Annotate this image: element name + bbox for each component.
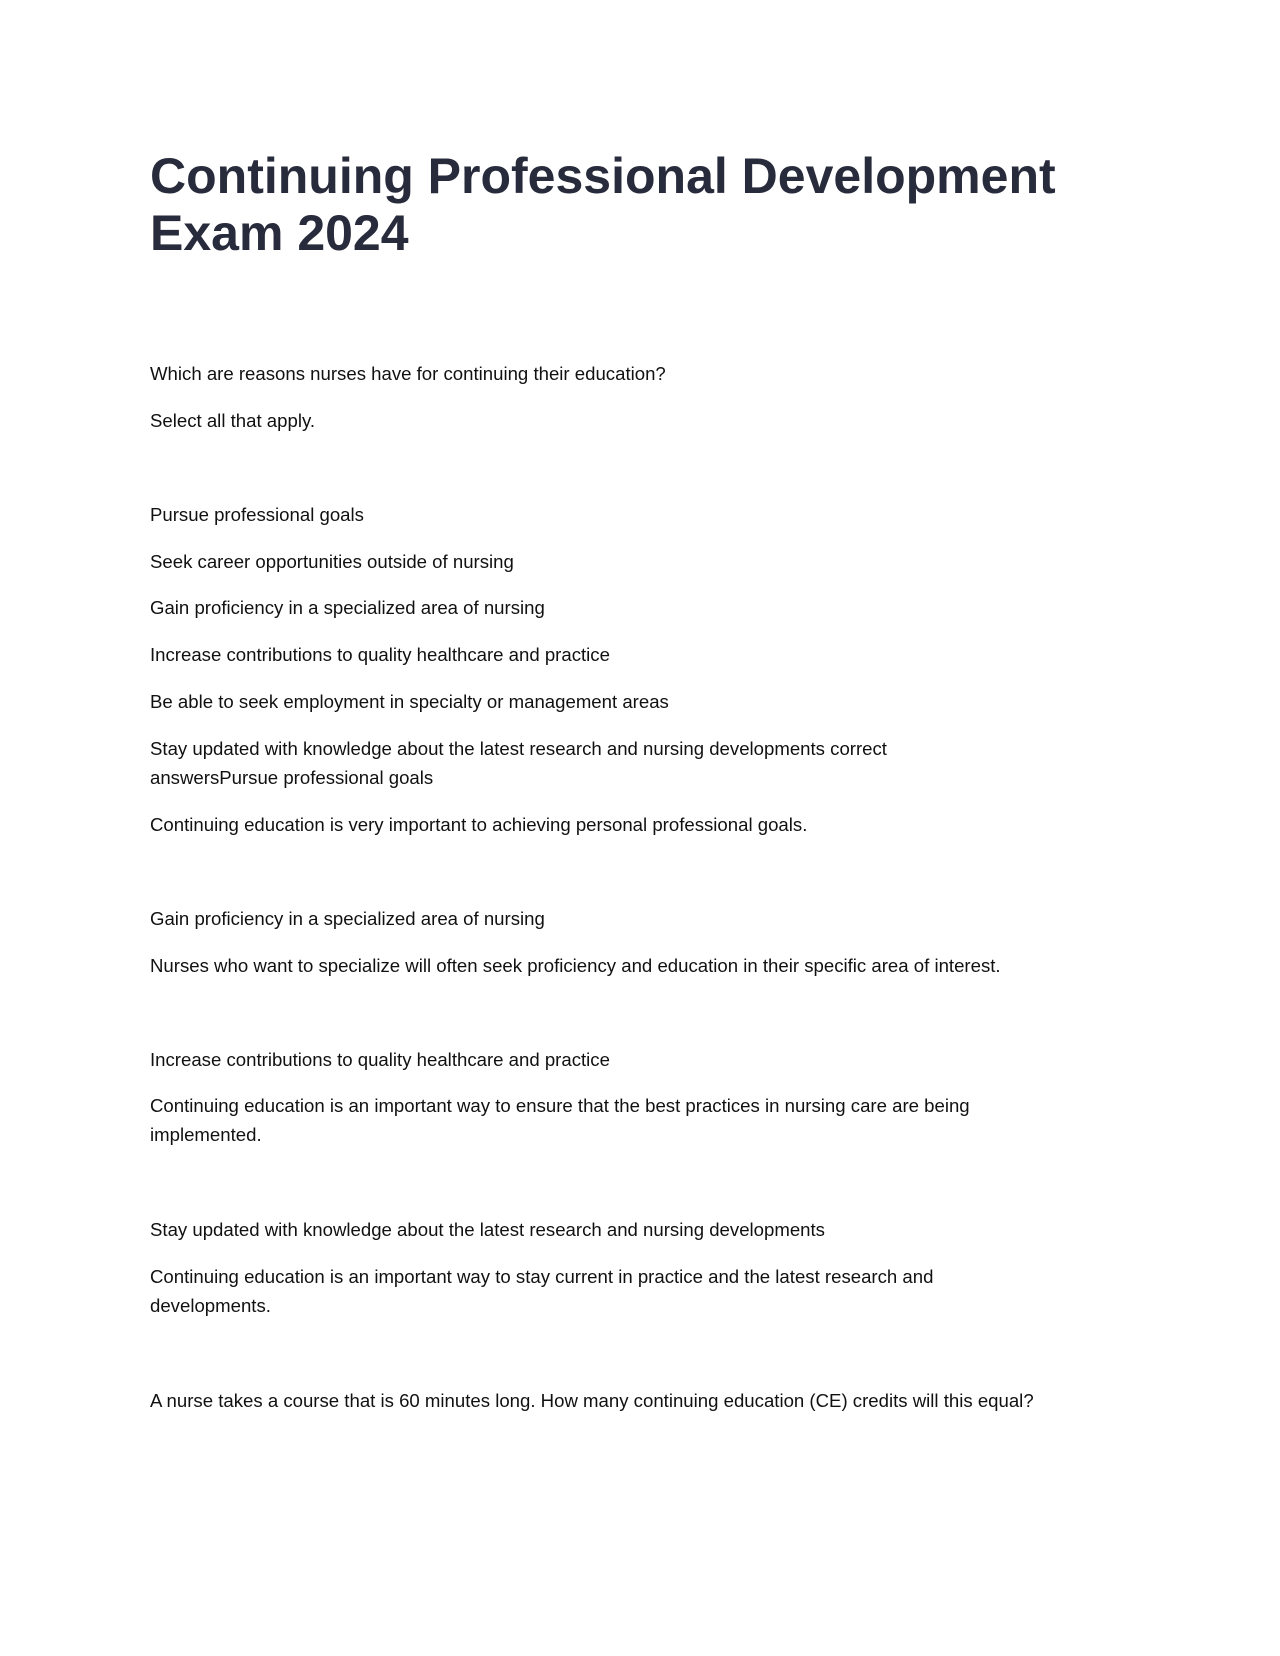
answer-option: Increase contributions to quality healthcare and practice <box>150 644 610 665</box>
answer-option: Seek career opportunities outside of nursing <box>150 551 514 572</box>
correct-answer: Stay updated with knowledge about the latest research and nursing developments <box>150 1219 825 1240</box>
explanation-text: Continuing education is very important to achieving personal professional goals. <box>150 814 808 835</box>
question-text: Which are reasons nurses have for continuing their education? <box>150 363 666 384</box>
answer-option: Pursue professional goals <box>150 504 364 525</box>
correct-answer: Increase contributions to quality healthcare and practice <box>150 1049 610 1070</box>
answer-option: Stay updated with knowledge about the latest research and nursing developments correct answersPursue professional goals <box>150 738 887 788</box>
question-text: A nurse takes a course that is 60 minutes long. How many continuing education (CE) credits will this equal? <box>150 1390 1034 1411</box>
answer-option: Gain proficiency in a specialized area of nursing <box>150 597 545 618</box>
correct-answer: Gain proficiency in a specialized area of nursing <box>150 908 545 929</box>
explanation-text: Continuing education is an important way to stay current in practice and the latest research and developments. <box>150 1266 934 1316</box>
document-title: Continuing Professional Development Exam 2024 <box>150 148 1056 261</box>
explanation-text: Continuing education is an important way to ensure that the best practices in nursing care are being implemented. <box>150 1095 970 1145</box>
answer-option: Be able to seek employment in specialty or management areas <box>150 691 669 712</box>
instruction-text: Select all that apply. <box>150 410 316 431</box>
explanation-text: Nurses who want to specialize will often seek proficiency and education in their specific area of interest. <box>150 955 1001 976</box>
